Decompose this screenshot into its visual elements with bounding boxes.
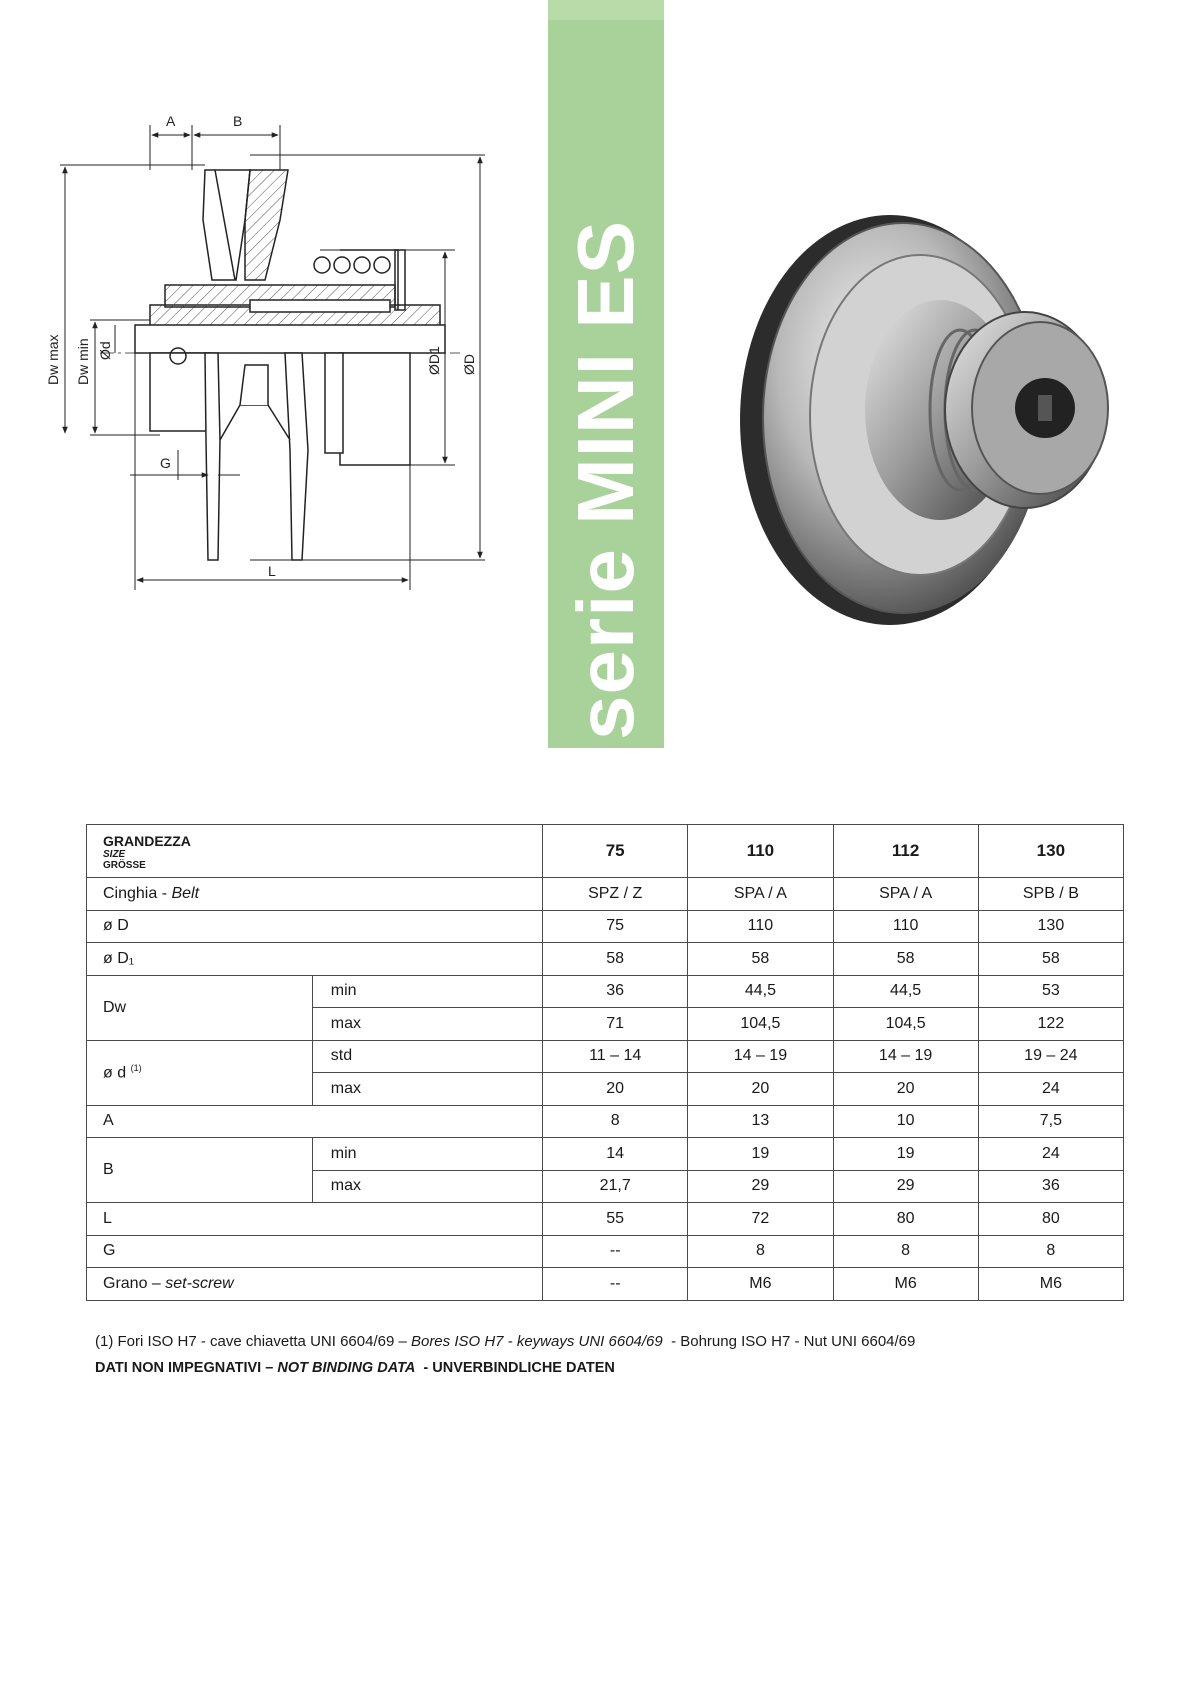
table-cell: 19 xyxy=(688,1138,833,1171)
table-header-row xyxy=(87,825,1124,878)
table-cell: 58 xyxy=(978,943,1123,976)
table-row xyxy=(87,1040,1124,1073)
row-sublabel-b-min: min xyxy=(312,1138,542,1171)
size-header-cell xyxy=(87,825,543,878)
dim-label-b: B xyxy=(233,113,243,129)
table-row xyxy=(87,1203,1124,1236)
table-cell: 10 xyxy=(833,1105,978,1138)
table-cell: -- xyxy=(543,1268,688,1301)
table-cell: 80 xyxy=(833,1203,978,1236)
series-banner xyxy=(548,0,664,748)
size-label: GRANDEZZA xyxy=(103,833,191,849)
table-cell: 20 xyxy=(833,1073,978,1106)
product-photo xyxy=(740,210,1130,630)
disclaimer-en: NOT BINDING DATA xyxy=(277,1360,416,1376)
spec-table xyxy=(86,824,1124,1301)
size-label-en: SIZE xyxy=(103,849,126,860)
dim-label-dw-max: Dw max xyxy=(45,334,61,385)
table-cell: -- xyxy=(543,1235,688,1268)
table-row xyxy=(87,1105,1124,1138)
row-label-dw: Dw xyxy=(87,975,313,1040)
table-cell: M6 xyxy=(688,1268,833,1301)
table-cell: 36 xyxy=(978,1170,1123,1203)
table-row xyxy=(87,1268,1124,1301)
dim-label-a: A xyxy=(166,113,176,129)
table-cell: 80 xyxy=(978,1203,1123,1236)
row-sublabel-bore-std: std xyxy=(312,1040,542,1073)
disclaimer-de: - UNVERBINDLICHE DATEN xyxy=(415,1360,615,1376)
table-row xyxy=(87,1235,1124,1268)
table-cell: 24 xyxy=(978,1073,1123,1106)
row-label-grano xyxy=(87,1268,543,1301)
table-cell: SPB / B xyxy=(978,878,1123,911)
grano-label-en: set-screw xyxy=(165,1274,234,1292)
table-cell: M6 xyxy=(978,1268,1123,1301)
row-label-bore xyxy=(87,1040,313,1105)
table-cell: 36 xyxy=(543,975,688,1008)
table-cell: 110 xyxy=(688,910,833,943)
table-cell: 72 xyxy=(688,1203,833,1236)
table-cell: 13 xyxy=(688,1105,833,1138)
bore-note-mark: (1) xyxy=(130,1062,142,1073)
size-col-header: 75 xyxy=(543,825,688,878)
dim-label-d: Ød xyxy=(97,341,113,360)
disclaimer-it: DATI NON IMPEGNATIVI – xyxy=(95,1360,278,1376)
row-label-g: G xyxy=(87,1235,543,1268)
table-row xyxy=(87,975,1124,1008)
table-row xyxy=(87,943,1124,976)
table-cell: 8 xyxy=(543,1105,688,1138)
row-sublabel-dw-max: max xyxy=(312,1008,542,1041)
dim-label-dw-min: Dw min xyxy=(75,338,91,385)
bore-label: ø d xyxy=(103,1064,127,1082)
row-label-od: ø D xyxy=(87,910,543,943)
table-cell: 14 – 19 xyxy=(688,1040,833,1073)
table-cell: 21,7 xyxy=(543,1170,688,1203)
table-cell: 130 xyxy=(978,910,1123,943)
row-label-belt xyxy=(87,878,543,911)
table-cell: 71 xyxy=(543,1008,688,1041)
table-cell: 75 xyxy=(543,910,688,943)
series-title: serie MINI ES xyxy=(561,220,650,740)
dim-label-g: G xyxy=(160,455,171,471)
table-cell: 14 – 19 xyxy=(833,1040,978,1073)
table-cell: 19 – 24 xyxy=(978,1040,1123,1073)
belt-label-en: Belt xyxy=(171,884,200,902)
row-sublabel-dw-min: min xyxy=(312,975,542,1008)
table-cell: 58 xyxy=(833,943,978,976)
row-sublabel-b-max: max xyxy=(312,1170,542,1203)
footnote xyxy=(95,1333,915,1350)
table-cell: 8 xyxy=(833,1235,978,1268)
table-cell: 58 xyxy=(688,943,833,976)
table-cell: 44,5 xyxy=(833,975,978,1008)
table-cell: 104,5 xyxy=(688,1008,833,1041)
table-cell: 19 xyxy=(833,1138,978,1171)
table-cell: 58 xyxy=(543,943,688,976)
table-cell: SPA / A xyxy=(833,878,978,911)
row-label-a: A xyxy=(87,1105,543,1138)
dim-label-d1: ØD1 xyxy=(426,346,442,375)
row-sublabel-bore-max: max xyxy=(312,1073,542,1106)
table-cell: 44,5 xyxy=(688,975,833,1008)
table-cell: 20 xyxy=(688,1073,833,1106)
table-cell: 110 xyxy=(833,910,978,943)
table-cell: 8 xyxy=(688,1235,833,1268)
dim-label-l: L xyxy=(268,563,276,579)
size-col-header: 130 xyxy=(978,825,1123,878)
table-cell: 29 xyxy=(833,1170,978,1203)
row-label-b: B xyxy=(87,1138,313,1203)
table-cell: 8 xyxy=(978,1235,1123,1268)
table-cell: 55 xyxy=(543,1203,688,1236)
table-row xyxy=(87,910,1124,943)
table-cell: 20 xyxy=(543,1073,688,1106)
footnote-it: (1) Fori ISO H7 - cave chiavetta UNI 6604/69 – xyxy=(95,1333,411,1350)
banner-top-strip xyxy=(548,0,664,20)
table-cell: 14 xyxy=(543,1138,688,1171)
row-label-od1: ø D₁ xyxy=(87,943,543,976)
table-cell: 29 xyxy=(688,1170,833,1203)
table-cell: 104,5 xyxy=(833,1008,978,1041)
table-row xyxy=(87,1138,1124,1171)
table-cell: SPZ / Z xyxy=(543,878,688,911)
table-cell: 53 xyxy=(978,975,1123,1008)
table-cell: M6 xyxy=(833,1268,978,1301)
disclaimer xyxy=(95,1360,615,1376)
table-cell: SPA / A xyxy=(688,878,833,911)
belt-label-it: Cinghia - xyxy=(103,884,172,902)
table-cell: 7,5 xyxy=(978,1105,1123,1138)
size-col-header: 110 xyxy=(688,825,833,878)
table-cell: 122 xyxy=(978,1008,1123,1041)
table-cell: 11 – 14 xyxy=(543,1040,688,1073)
technical-drawing xyxy=(40,110,550,650)
footnote-en: Bores ISO H7 - keyways UNI 6604/69 xyxy=(410,1333,663,1350)
row-label-l: L xyxy=(87,1203,543,1236)
grano-label-it: Grano – xyxy=(103,1274,166,1292)
table-row xyxy=(87,878,1124,911)
dim-label-big-d: ØD xyxy=(461,354,477,375)
size-col-header: 112 xyxy=(833,825,978,878)
table-cell: 24 xyxy=(978,1138,1123,1171)
size-label-de: GRÖSSE xyxy=(103,860,146,871)
footnote-de: - Bohrung ISO H7 - Nut UNI 6604/69 xyxy=(662,1333,916,1350)
